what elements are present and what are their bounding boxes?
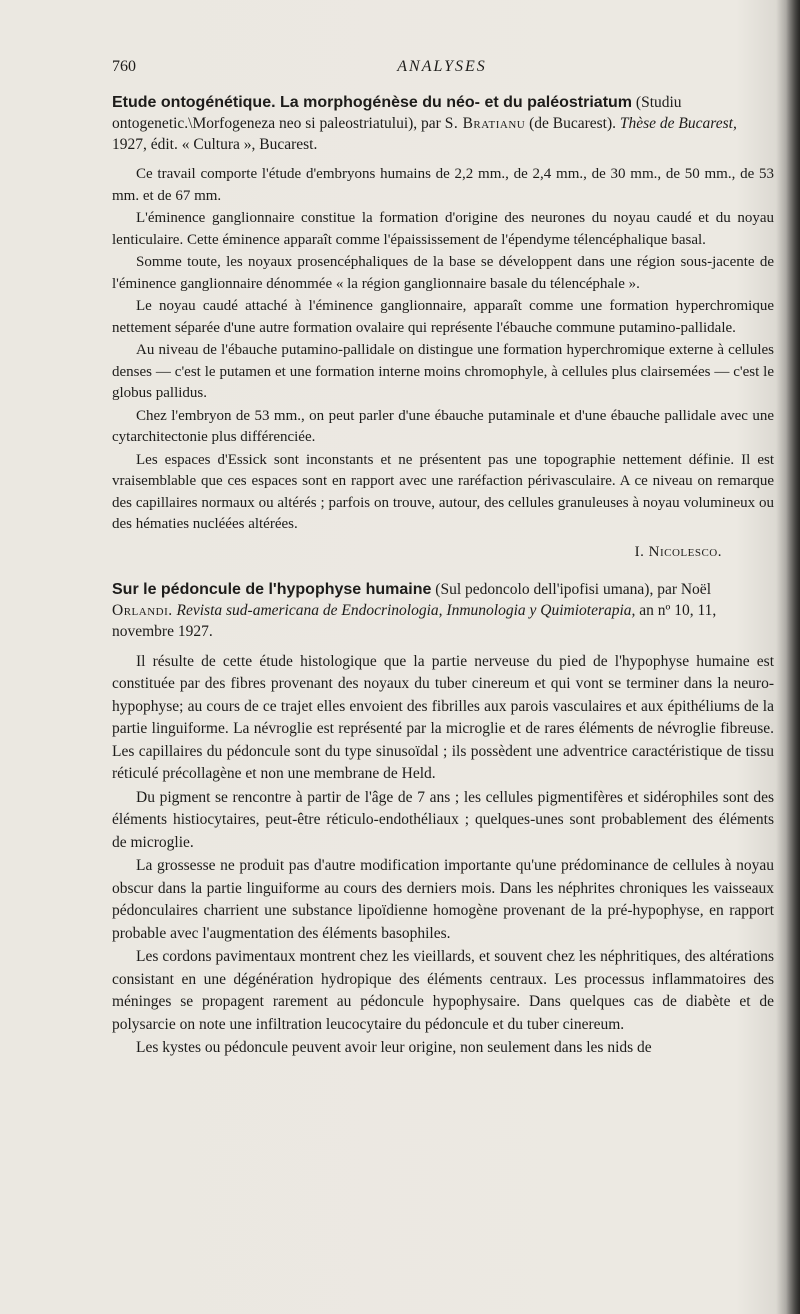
article-source: Revista sud-americana de Endocrinologia, Inmunologia y Quimioterapia, <box>172 601 636 619</box>
article-source: Thèse de Bucarest, <box>619 115 737 132</box>
paragraph: Le noyau caudé attaché à l'éminence ganglionnaire, apparaît comme une formation hyperchromique nettement séparée d'une autre formation ovalaire qui représente l'ébauche commune putamino-pallidale. <box>112 298 774 336</box>
article-bratianu <box>112 92 774 561</box>
article-title <box>112 579 774 642</box>
paragraph: Ce travail comporte l'étude d'embryons humains de 2,2 mm., de 2,4 mm., de 30 mm., de 50 mm., de 53 mm. et de 67 mm. <box>112 166 774 204</box>
article-source-details: an nº 10, 11, novembre 1927. <box>112 601 717 640</box>
paragraph: L'éminence ganglionnaire constitue la formation d'origine des neurones du noyau caudé et du noyau lenticulaire. Cette éminence apparaît comme l'épaississement de l'épendyme télencéphalique basal. <box>112 210 774 248</box>
paragraph: La grossesse ne produit pas d'autre modification importante qu'une prédominance de cellules à noyau obscur dans la partie linguiforme au cours des derniers mois. Dans les néphrites chroniques les vaisseaux pédonculaires charrient une substance lipoïdienne homogène provenant de la pré-hypophyse, en rapport probable avec l'augmentation des éléments basophiles. <box>112 857 774 942</box>
paragraph: Somme toute, les noyaux prosencéphaliques de la base se développent dans une région sous-jacente de l'éminence ganglionnaire dénommée « la région ganglionnaire basale du télencéphale ». <box>112 254 774 292</box>
article-title <box>112 92 774 155</box>
article-title-bold: Etude ontogénétique. La morphogénèse du néo- et du paléostriatum <box>112 94 633 111</box>
page-number: 760 <box>112 58 136 75</box>
paragraph: Il résulte de cette étude histologique que la partie nerveuse du pied de l'hypophyse humaine est constituée par des fibres provenant des noyaux du tuber cinereum et qui vont se terminer dans la neuro-hypophyse; au cours de ce trajet elles envoient des fibrilles aux parois vasculaires et aux épithéliums de la partie linguiforme. La névroglie est représenté par la microglie et de rares éléments de névroglie fibreuse. Les capillaires du pédoncule sont du type sinusoïdal ; ils possèdent une adventrice caractéristique de tissu réticulé précollagène et non une membrane de Held. <box>112 652 774 782</box>
article-author: S. Bratianu <box>444 115 526 132</box>
paragraph: Les espaces d'Essick sont inconstants et ne présentent pas une topographie nettement définie. Il est vraisemblable que ces espaces sont en rapport avec une raréfaction périvasculaire. A ce niveau on remarque des capillaires normaux ou altérés ; parfois on trouve, autour, des cellules granuleuses à noyau volumineux ou des hématies nucléées altérées. <box>112 451 774 532</box>
page-content <box>112 92 774 1061</box>
paragraph: Les kystes ou pédoncule peuvent avoir leur origine, non seulement dans les nids de <box>136 1039 652 1056</box>
article-title-bold: Sur le pédoncule de l'hypophyse humaine <box>112 580 432 598</box>
article-title-original: (Sul pedoncolo dell'ipofisi umana), par Noël <box>431 580 711 598</box>
paragraph: Au niveau de l'ébauche putamino-pallidale on distingue une formation hyperchromique externe à cellules denses — c'est le putamen et une formation interne moins chromophyle, à cellules plus clairsemées — c'est le globus pallidus. <box>112 342 774 401</box>
article-title-original: (Studiu ontogenetic.\Morfogeneza neo si paleostriatului), par <box>112 94 682 132</box>
reviewer-signature: I. Nicolesco. <box>634 543 722 560</box>
book-spine-shadow <box>786 0 800 1314</box>
page-header <box>112 58 772 82</box>
article-orlandi <box>112 579 774 1060</box>
article-author-affiliation: (de Bucarest). <box>525 115 617 132</box>
paragraph: Du pigment se rencontre à partir de l'âge de 7 ans ; les cellules pigmentifères et sidérophiles sont des éléments histiocytaires, peut-être réticulo-endothéliaux ; quelques-unes sont probablement des éléments de microglie. <box>112 788 774 851</box>
paragraph: Chez l'embryon de 53 mm., on peut parler d'une ébauche putaminale et d'une ébauche pallidale avec une cytarchitectonie plus différenciée. <box>112 407 774 445</box>
article-author: Orlandi. <box>112 601 173 619</box>
running-title: ANALYSES <box>397 58 487 75</box>
paragraph: Les cordons pavimentaux montrent chez les vieillards, et souvent chez les néphritiques, des altérations consistant en une dégénération hydropique des éléments centraux. Les processus inflammatoires des méninges se propagent rarement au pédoncule hypophysaire. Dans quelques cas de diabète et de polysarcie on note une infiltration leucocytaire du pédoncule et du tuber cinereum. <box>112 948 774 1033</box>
article-source-details: 1927, édit. « Cultura », Bucarest. <box>112 136 318 153</box>
